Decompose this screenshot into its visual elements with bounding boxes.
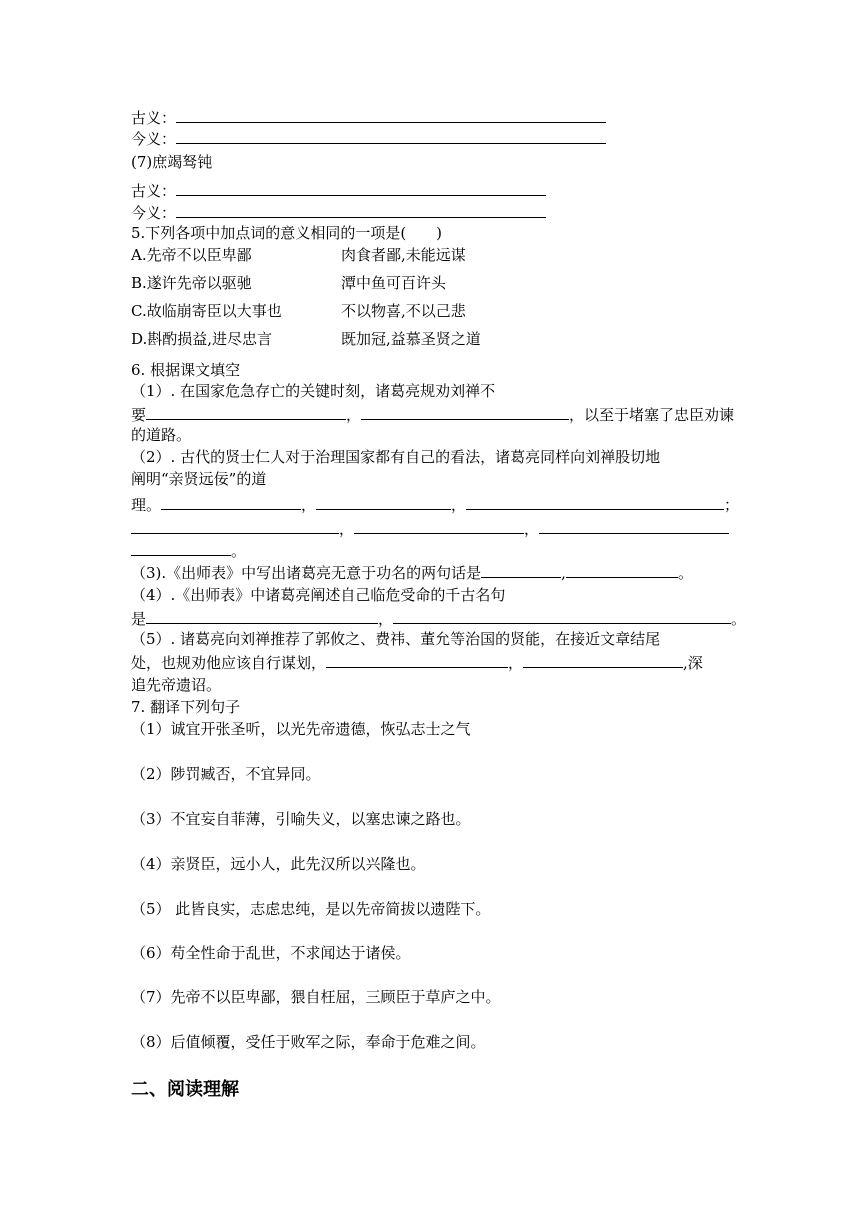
answer-blank[interactable]	[176, 107, 606, 123]
option-row: C.故临崩寄臣以大事也 不以物喜,不以己悲	[131, 302, 466, 320]
answer-blank[interactable]	[131, 540, 231, 556]
fill-2-blanks-c: 。	[131, 540, 731, 561]
answer-blank[interactable]	[326, 652, 508, 668]
answer-blank[interactable]	[176, 128, 606, 144]
answer-blank[interactable]	[566, 562, 678, 578]
question-7-title: 7. 翻译下列句子	[131, 698, 241, 716]
fill-1-blanks: 要 ， ，以至于堵塞了忠臣劝谏	[131, 406, 735, 424]
translate-sentence: （8）后值倾覆，受任于败军之际，奉命于危难之间。	[131, 1033, 486, 1051]
answer-blank[interactable]	[146, 608, 378, 624]
gu-yi-line-2: 古义：	[131, 180, 731, 201]
jin-yi-line-1: 今义：	[131, 128, 731, 149]
answer-blank[interactable]	[316, 494, 451, 510]
answer-blank[interactable]	[393, 608, 731, 624]
translate-sentence: （5） 此皆良实，志虑忠纯，是以先帝简拔以遗陛下。	[131, 900, 491, 918]
answer-blank[interactable]	[131, 518, 339, 534]
fill-1-text: （1）. 在国家危急存亡的关键时刻，诸葛亮规劝刘禅不	[131, 382, 496, 400]
answer-blank[interactable]	[539, 518, 729, 534]
question-6-title: 6. 根据课文填空	[131, 361, 241, 379]
fill-4-text: （4）.《出师表》中诸葛亮阐述自己临危受命的千古名句	[131, 586, 506, 604]
answer-blank[interactable]	[146, 404, 346, 420]
fill-2-text: （2）. 古代的贤士仁人对于治理国家都有自己的看法，诸葛亮同样向刘禅股切地	[131, 448, 661, 466]
option-row: D.斟酌损益,进尽忠言 既加冠,益慕圣贤之道	[131, 330, 481, 348]
answer-blank[interactable]	[523, 652, 683, 668]
translate-sentence: （3）不宜妄自菲薄，引喻失义，以塞忠谏之路也。	[131, 810, 471, 828]
fill-5-end: 追先帝遗诏。	[131, 676, 222, 694]
fill-5-blanks: 处，也规劝他应该自行谋划， ， ,深	[131, 654, 703, 672]
translate-sentence: （4）亲贤臣，远小人，此先汉所以兴隆也。	[131, 855, 426, 873]
translate-sentence: （1）诚宜开张圣听，以光先帝遗德，恢弘志士之气	[131, 720, 471, 738]
answer-blank[interactable]	[176, 202, 546, 218]
answer-blank[interactable]	[354, 518, 524, 534]
option-row: B.遂许先帝以驱驰 潭中鱼可百许头	[131, 274, 447, 292]
option-row: A.先帝不以臣卑鄙 肉食者鄙,未能远谋	[131, 246, 466, 264]
gu-yi-line-1: 古义：	[131, 107, 731, 128]
fill-3: （3).《出师表》中写出诸葛亮无意于功名的两句话是 , 。	[131, 564, 693, 582]
fill-2-blanks-b: ， ，	[131, 518, 731, 539]
fill-2-text-b: 阐明“亲贤远佞”的道	[131, 470, 267, 488]
translate-sentence: （7）先帝不以臣卑鄙，猥自枉屈，三顾臣于草庐之中。	[131, 988, 501, 1006]
answer-blank[interactable]	[361, 404, 569, 420]
translate-sentence: （6）苟全性命于乱世，不求闻达于诸侯。	[131, 944, 411, 962]
answer-blank[interactable]	[176, 180, 546, 196]
answer-blank[interactable]	[481, 562, 561, 578]
jin-yi-line-2: 今义：	[131, 202, 731, 223]
question-5-title: 5.下列各项中加点词的意义相同的一项是( )	[131, 224, 443, 242]
fill-5-text: （5）. 诸葛亮向刘禅推荐了郭攸之、费祎、董允等治国的贤能，在接近文章结尾	[131, 630, 661, 648]
item-7-heading: (7)庶竭驽钝	[131, 153, 213, 171]
translate-sentence: （2）陟罚臧否，不宜异同。	[131, 765, 321, 783]
answer-blank[interactable]	[466, 494, 724, 510]
section-2-title: 二、阅读理解	[131, 1079, 239, 1100]
fill-4-blanks: 是 ， 。	[131, 610, 747, 628]
fill-1-end: 的道路。	[131, 426, 192, 444]
fill-2-blanks-a: 理。 ， ， ；	[131, 496, 740, 514]
answer-blank[interactable]	[161, 494, 301, 510]
